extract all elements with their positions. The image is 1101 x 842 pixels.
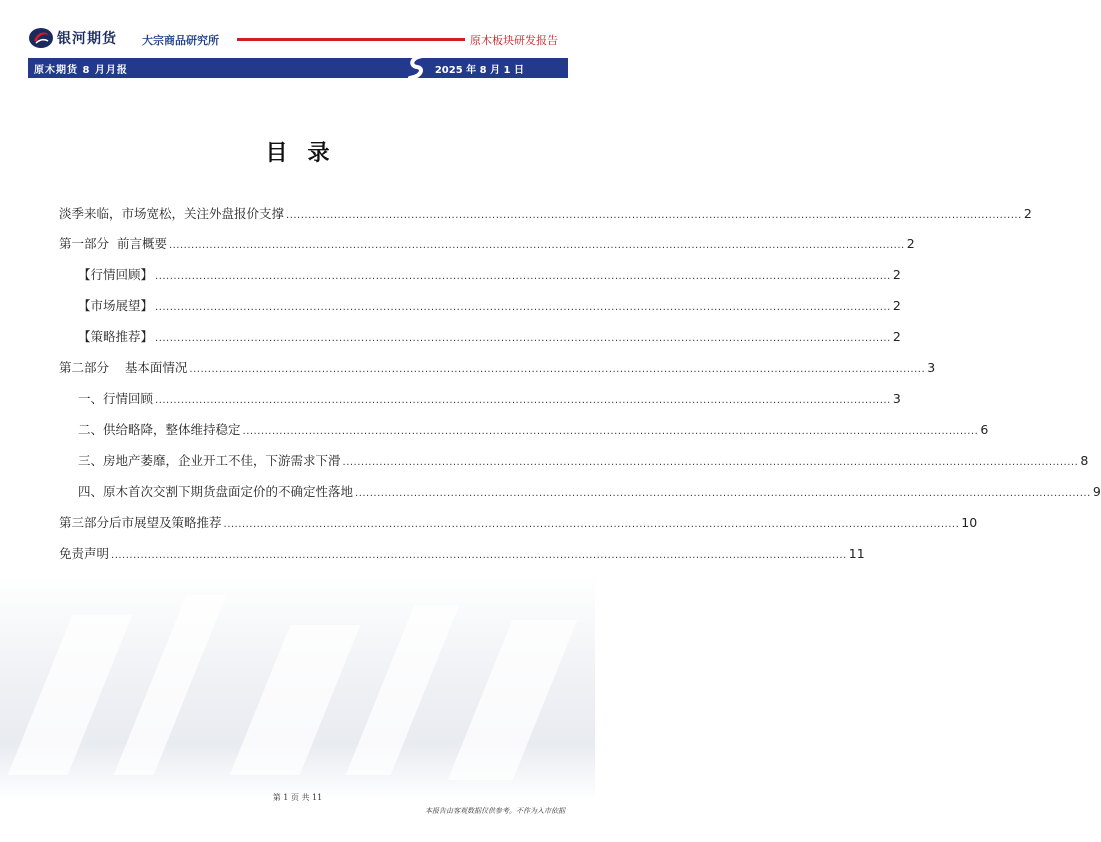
toc-entry[interactable] (59, 204, 1032, 224)
institute-name: 大宗商品研究所 (142, 34, 219, 47)
toc-leader-dots: ........................................................................................................................................................................................................ (155, 271, 891, 282)
galaxy-logo-icon (28, 27, 54, 49)
toc-leader-dots: ........................................................................................................................................................................................................ (242, 426, 979, 437)
toc-entry-title: 淡季来临，市场宽松，关注外盘报价支撑 (59, 206, 285, 221)
watermark (0, 575, 595, 800)
toc-entry-page: 11 (848, 546, 865, 561)
toc-entry-title: 二、供给略降，整体维持稳定 (78, 422, 241, 437)
toc-entry-title: 【行情回顾】 (78, 267, 154, 282)
toc-entry-title: 免责声明 (59, 546, 110, 561)
report-title: 原木期货 8 月月报 (34, 65, 128, 76)
toc-leader-dots: ........................................................................................................................................................................................................ (223, 519, 960, 530)
toc-entry[interactable] (78, 265, 901, 285)
toc-entry[interactable] (78, 482, 1101, 502)
header-divider (237, 38, 465, 41)
toc-entry-title: 第一部分 前言概要 (59, 236, 167, 251)
toc-entry[interactable] (78, 389, 901, 409)
toc-leader-dots: ........................................................................................................................................................................................................ (155, 302, 891, 313)
toc-leader-dots: ........................................................................................................................................................................................................ (342, 457, 1079, 468)
toc-entry-title: 第三部分后市展望及策略推荐 (59, 515, 222, 530)
toc-entry-page: 2 (892, 267, 901, 282)
toc-entry-page: 10 (961, 515, 978, 530)
footer-disclaimer: 本报告由客观数据仅供参考。不作为入市依据 (425, 807, 565, 815)
logo-text: 银河期货 (57, 31, 117, 47)
report-type: 原木板块研发报告 (470, 34, 558, 47)
toc-entry[interactable] (78, 451, 1089, 471)
toc-entry-page: 2 (1023, 206, 1032, 221)
toc-leader-dots: ........................................................................................................................................................................................................ (286, 210, 1022, 221)
toc-entry-title: 第二部分 基本面情况 (59, 360, 188, 375)
toc-entry-title: 四、原木首次交割下期货盘面定价的不确定性落地 (78, 484, 354, 499)
toc-entry-page: 2 (892, 298, 901, 313)
toc-entry[interactable] (59, 234, 915, 254)
toc-entry-page: 3 (892, 391, 901, 406)
toc-entry-page: 2 (892, 329, 901, 344)
toc-title: 目录 (265, 141, 350, 166)
company-logo (28, 27, 117, 49)
toc-entry-title: 一、行情回顾 (78, 391, 154, 406)
toc-leader-dots: ........................................................................................................................................................................................................ (168, 240, 905, 251)
swoosh-icon (406, 54, 428, 80)
toc-entry-title: 【市场展望】 (78, 298, 154, 313)
toc-entry-page: 6 (980, 422, 989, 437)
toc-entry-page: 2 (906, 236, 915, 251)
page-number: 第 1 页 共 11 (272, 793, 323, 802)
toc-leader-dots: ........................................................................................................................................................................................................ (155, 395, 891, 406)
report-date: 2025 年 8 月 1 日 (434, 65, 524, 76)
toc-leader-dots: ........................................................................................................................................................................................................ (189, 364, 926, 375)
toc-entry-page: 9 (1092, 484, 1101, 499)
toc-entry[interactable] (78, 327, 901, 347)
toc-entry-page: 8 (1080, 453, 1089, 468)
toc-entry[interactable] (78, 420, 989, 440)
toc-entry-title: 三、房地产萎靡，企业开工不佳，下游需求下滑 (78, 453, 341, 468)
toc-entry[interactable] (59, 544, 865, 564)
toc-entry[interactable] (59, 358, 936, 378)
toc-leader-dots: ........................................................................................................................................................................................................ (111, 550, 847, 561)
toc-entry[interactable] (59, 513, 978, 533)
toc-entry-title: 【策略推荐】 (78, 329, 154, 344)
toc-entry-page: 3 (927, 360, 936, 375)
header-banner (28, 58, 568, 78)
toc-leader-dots: ........................................................................................................................................................................................................ (155, 333, 891, 344)
toc-leader-dots: ........................................................................................................................................................................................................ (355, 488, 1091, 499)
toc-entry[interactable] (78, 296, 901, 316)
